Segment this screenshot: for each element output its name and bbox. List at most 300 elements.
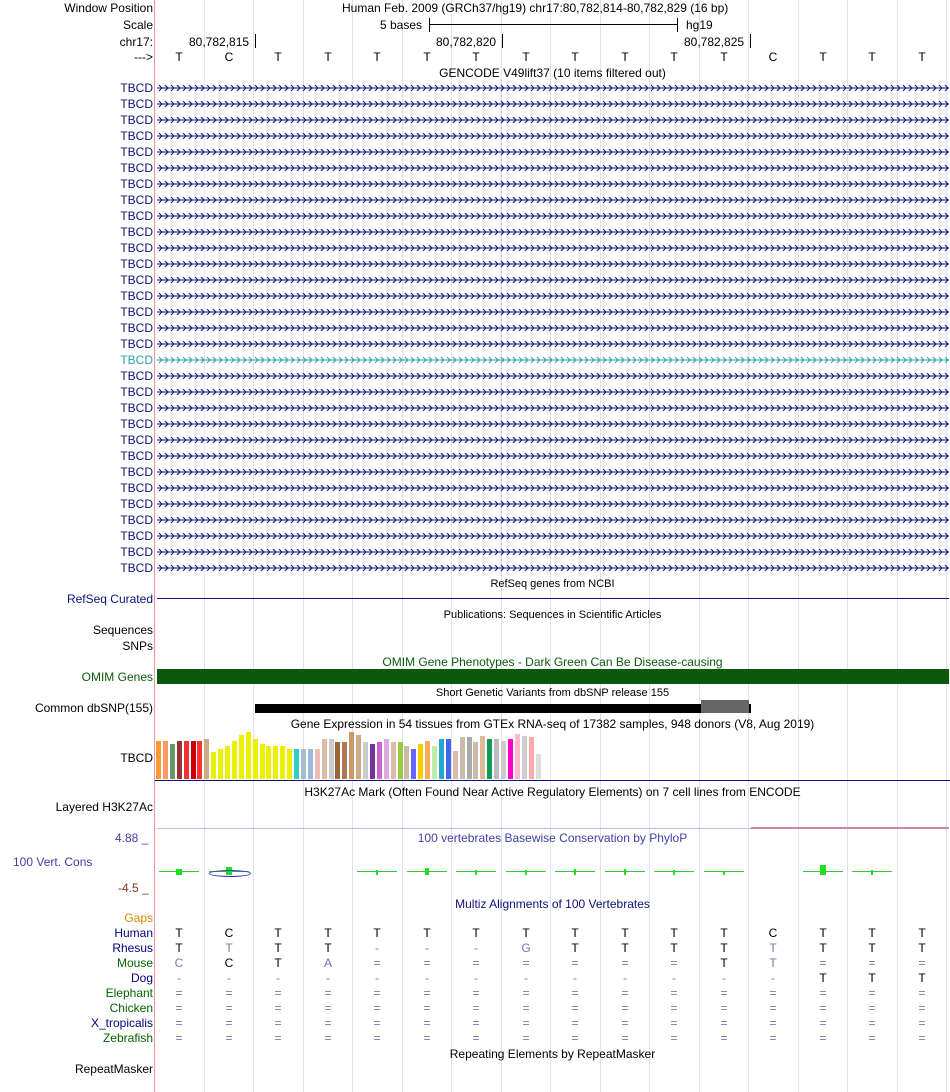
alignment-base: - [425, 941, 429, 955]
alignment-base: T [670, 941, 678, 955]
dbsnp-variant-bar[interactable] [255, 704, 751, 713]
gtex-bar[interactable] [425, 741, 430, 779]
gencode-transcript[interactable] [157, 227, 949, 237]
gtex-bar[interactable] [494, 739, 499, 779]
alignment-base: = [621, 1031, 629, 1045]
alignment-base: = [175, 1001, 183, 1015]
dna-base: T [274, 50, 282, 64]
alignment-base: = [274, 1001, 282, 1015]
alignment-base: = [918, 1016, 926, 1030]
alignment-base: = [819, 1001, 827, 1015]
gtex-bar[interactable] [536, 754, 541, 779]
gtex-bar[interactable] [266, 746, 271, 779]
dbsnp-variant-block[interactable] [701, 700, 749, 713]
gtex-bar[interactable] [404, 746, 409, 779]
gtex-bar[interactable] [301, 749, 306, 779]
alignment-base: = [274, 1016, 282, 1030]
alignment-base: = [720, 986, 728, 1000]
alignment-base: = [373, 986, 381, 1000]
alignment-base: T [720, 941, 728, 955]
alignment-base: = [670, 1001, 678, 1015]
alignment-base: T [324, 926, 332, 940]
gtex-bar[interactable] [432, 746, 437, 779]
alignment-base: = [522, 956, 530, 970]
gtex-bar[interactable] [515, 734, 520, 779]
alignment-base: = [175, 986, 183, 1000]
alignment-base: = [324, 1001, 332, 1015]
gencode-transcript[interactable] [157, 259, 949, 269]
coord-label-3: 80,782,825 [684, 35, 745, 49]
gtex-bar[interactable] [232, 741, 237, 779]
gtex-bar[interactable] [260, 744, 265, 779]
h3k27ac-track-label[interactable]: Layered H3K27Ac [55, 800, 153, 814]
alignment-base: = [819, 986, 827, 1000]
dna-base: T [918, 50, 926, 64]
alignment-base: = [918, 1031, 926, 1045]
gtex-bar[interactable] [453, 751, 458, 779]
alignment-base: = [670, 986, 678, 1000]
gencode-transcript[interactable] [157, 515, 949, 525]
phylop-track-title: 100 vertebrates Basewise Conservation by PhyloP [417, 831, 688, 845]
gtex-bar[interactable] [273, 746, 278, 779]
alignment-base: - [573, 971, 577, 985]
gencode-item-label[interactable]: TBCD [120, 97, 153, 111]
alignment-base: C [174, 956, 184, 970]
gtex-bar[interactable] [391, 742, 396, 779]
alignment-base: = [670, 1016, 678, 1030]
gtex-bar[interactable] [473, 742, 478, 779]
h3k27ac-track-title: H3K27Ac Mark (Often Found Near Active Regulatory Elements) on 7 cell lines from ENCODE [304, 785, 801, 799]
gtex-bar[interactable] [211, 752, 216, 779]
gencode-item-label[interactable]: TBCD [120, 289, 153, 303]
alignment-base: = [868, 986, 876, 1000]
repeatmasker-track-label[interactable]: RepeatMasker [74, 1062, 153, 1076]
gtex-bar[interactable] [522, 736, 527, 779]
gtex-bar[interactable] [335, 742, 340, 779]
gencode-item-label[interactable]: TBCD [120, 417, 153, 431]
dna-base: C [768, 50, 778, 64]
alignment-base: = [373, 1016, 381, 1030]
gencode-item-label[interactable]: TBCD [120, 497, 153, 511]
gtex-bar[interactable] [501, 741, 506, 779]
dna-base: T [571, 50, 579, 64]
gencode-item-label[interactable]: TBCD [120, 129, 153, 143]
gtex-bar[interactable] [170, 744, 175, 779]
publications-track-title: Publications: Sequences in Scientific Articles [443, 609, 662, 621]
phylop-score-mark [176, 869, 182, 875]
gtex-bar[interactable] [280, 746, 285, 779]
gencode-item-label[interactable]: TBCD [120, 433, 153, 447]
scale-bar-right-tick [677, 18, 678, 32]
alignment-base: = [472, 1016, 480, 1030]
gencode-transcript[interactable] [157, 563, 949, 573]
gencode-transcript[interactable] [157, 179, 949, 189]
alignment-base: - [177, 971, 181, 985]
gencode-transcript[interactable] [157, 163, 949, 173]
gencode-item-label[interactable]: TBCD [120, 513, 153, 527]
alignment-base: = [225, 986, 233, 1000]
dbsnp-track-title: Short Genetic Variants from dbSNP release 155 [435, 687, 670, 699]
alignment-base: T [423, 926, 431, 940]
alignment-base: = [423, 986, 431, 1000]
species-label[interactable]: Dog [130, 971, 153, 985]
gtex-bar[interactable] [308, 749, 313, 779]
phylop-score-mark [673, 870, 675, 875]
dna-base: T [621, 50, 629, 64]
alignment-base: = [571, 956, 579, 970]
alignment-base: T [769, 956, 777, 970]
alignment-base: T [571, 941, 579, 955]
gtex-bar[interactable] [287, 749, 292, 779]
gtex-bar[interactable] [204, 739, 209, 779]
gtex-bar[interactable] [439, 739, 444, 779]
gtex-bar[interactable] [370, 744, 375, 779]
species-label[interactable]: Rhesus [112, 941, 153, 955]
alignment-base: = [720, 1031, 728, 1045]
alignment-base: T [819, 926, 827, 940]
alignment-base: = [274, 1031, 282, 1045]
gencode-transcript[interactable] [157, 291, 949, 301]
gencode-item-label[interactable]: TBCD [120, 273, 153, 287]
gencode-item-label[interactable]: TBCD [120, 241, 153, 255]
alignment-base: = [769, 986, 777, 1000]
gtex-bar[interactable] [349, 732, 354, 779]
alignment-base: T [819, 971, 827, 985]
gencode-item-label[interactable]: TBCD [120, 465, 153, 479]
gtex-bar[interactable] [384, 739, 389, 779]
gencode-transcript[interactable] [157, 483, 949, 493]
gencode-transcript[interactable] [157, 243, 949, 253]
gtex-bar[interactable] [363, 742, 368, 779]
alignment-base: = [621, 956, 629, 970]
gencode-item-label[interactable]: TBCD [120, 561, 153, 575]
alignment-base: = [175, 1016, 183, 1030]
gencode-transcript[interactable] [157, 371, 949, 381]
gencode-transcript[interactable] [157, 211, 949, 221]
dbsnp-track-label[interactable]: Common dbSNP(155) [34, 701, 153, 715]
alignment-base: C [224, 956, 234, 970]
coord-label-2: 80,782,820 [436, 35, 497, 49]
alignment-base: = [621, 1001, 629, 1015]
alignment-base: - [672, 971, 676, 985]
alignment-base: = [670, 956, 678, 970]
gencode-transcript[interactable] [157, 403, 949, 413]
gtex-bar[interactable] [156, 741, 161, 779]
species-label[interactable]: Chicken [109, 1001, 153, 1015]
gencode-transcript[interactable] [157, 339, 949, 349]
alignment-base: - [623, 971, 627, 985]
alignment-base: T [720, 956, 728, 970]
alignment-base: T [274, 956, 282, 970]
gtex-bar[interactable] [411, 749, 416, 779]
alignment-base: = [621, 1016, 629, 1030]
alignment-base: = [472, 1031, 480, 1045]
gencode-item-label[interactable]: TBCD [120, 81, 153, 95]
alignment-base: = [225, 1031, 233, 1045]
alignment-base: = [522, 1001, 530, 1015]
gencode-transcript[interactable] [157, 531, 949, 541]
scale-text: 5 bases [380, 18, 423, 32]
gtex-bar[interactable] [356, 735, 361, 779]
scale-bar-left-tick [429, 18, 430, 32]
gtex-bar[interactable] [239, 735, 244, 779]
window-position-label[interactable]: Window Position [64, 1, 153, 15]
alignment-base: T [819, 941, 827, 955]
alignment-base: = [324, 986, 332, 1000]
alignment-base: = [819, 1031, 827, 1045]
alignment-base: = [918, 986, 926, 1000]
alignment-base: T [918, 926, 926, 940]
gencode-item-label[interactable]: TBCD [120, 385, 153, 399]
alignment-base: = [373, 1031, 381, 1045]
chrom-label[interactable]: chr17: [119, 35, 153, 49]
gencode-transcript[interactable] [157, 131, 949, 141]
alignment-base: T [522, 926, 530, 940]
alignment-base: = [720, 1016, 728, 1030]
alignment-base: - [474, 941, 478, 955]
gencode-transcript[interactable] [157, 451, 949, 461]
alignment-base: T [175, 941, 183, 955]
omim-gene-bar[interactable] [157, 669, 949, 684]
dna-base: T [423, 50, 431, 64]
alignment-base: = [819, 956, 827, 970]
species-label[interactable]: Human [114, 926, 153, 940]
alignment-base: T [175, 926, 183, 940]
species-label[interactable]: Mouse [116, 956, 153, 970]
coord-tick-2 [502, 34, 503, 48]
phylop-track-label[interactable]: 100 Vert. Cons [13, 855, 93, 869]
gtex-bar[interactable] [322, 739, 327, 779]
dna-base: T [670, 50, 678, 64]
gtex-bar[interactable] [246, 732, 251, 779]
alignment-base: = [571, 1001, 579, 1015]
gencode-item-label[interactable]: TBCD [120, 305, 153, 319]
gencode-transcript[interactable] [157, 195, 949, 205]
gtex-bar[interactable] [253, 739, 258, 779]
alignment-base: = [868, 1016, 876, 1030]
h3k27ac-baseline-left [157, 828, 751, 829]
alignment-base: T [373, 926, 381, 940]
gtex-bar[interactable] [508, 739, 513, 779]
species-label[interactable]: Elephant [105, 986, 153, 1000]
gencode-track-title: GENCODE V49lift37 (10 items filtered out) [439, 66, 666, 80]
h3k27ac-signal [751, 827, 949, 829]
gencode-transcript[interactable] [157, 547, 949, 557]
gencode-transcript[interactable] [157, 307, 949, 317]
alignment-base: T [274, 941, 282, 955]
repeatmasker-track-title: Repeating Elements by RepeatMasker [449, 1047, 656, 1061]
alignment-base: = [769, 1031, 777, 1045]
alignment-base: = [472, 1001, 480, 1015]
alignment-base: = [571, 986, 579, 1000]
alignment-base: = [918, 956, 926, 970]
gtex-bar[interactable] [487, 739, 492, 779]
alignment-base: T [621, 926, 629, 940]
gencode-transcript[interactable] [157, 147, 949, 157]
alignment-base: T [918, 971, 926, 985]
alignment-base: = [423, 1016, 431, 1030]
gtex-bar[interactable] [418, 744, 423, 779]
gtex-bar[interactable] [218, 749, 223, 779]
phylop-score-mark [574, 869, 576, 875]
phylop-negative-mark [209, 870, 251, 877]
assembly-position-text: Human Feb. 2009 (GRCh37/hg19) chr17:80,782,814-80,782,829 (16 bp) [342, 1, 729, 15]
alignment-base: = [423, 1001, 431, 1015]
alignment-base: = [571, 1031, 579, 1045]
gtex-bar[interactable] [446, 739, 451, 779]
alignment-base: = [175, 1031, 183, 1045]
alignment-base: = [720, 1001, 728, 1015]
dna-base: T [720, 50, 728, 64]
alignment-base: = [621, 986, 629, 1000]
gtex-bar[interactable] [329, 739, 334, 779]
multiz-track-title: Multiz Alignments of 100 Vertebrates [455, 897, 650, 911]
coord-label-1: 80,782,815 [189, 35, 250, 49]
gtex-bar[interactable] [197, 741, 202, 779]
gtex-bar[interactable] [467, 737, 472, 779]
gencode-item-label[interactable]: TBCD [120, 161, 153, 175]
alignment-base: - [771, 971, 775, 985]
gencode-transcript[interactable] [157, 435, 949, 445]
gencode-item-label[interactable]: TBCD [120, 321, 153, 335]
sequences-label[interactable]: Sequences [92, 623, 153, 637]
alignment-base: G [521, 941, 531, 955]
omim-track-label[interactable]: OMIM Genes [81, 670, 153, 684]
alignment-base: = [225, 1016, 233, 1030]
phylop-score-mark [425, 868, 429, 875]
alignment-base: = [769, 1001, 777, 1015]
phylop-score-mark [475, 870, 477, 875]
gencode-transcript[interactable] [157, 83, 949, 93]
refseq-gene-line[interactable] [157, 598, 949, 599]
gtex-track-label[interactable]: TBCD [120, 751, 153, 765]
gtex-bar[interactable] [191, 741, 196, 779]
alignment-base: = [373, 1001, 381, 1015]
gtex-bar[interactable] [480, 736, 485, 779]
alignment-base: T [868, 971, 876, 985]
alignment-base: = [670, 1031, 678, 1045]
alignment-base: = [472, 956, 480, 970]
gtex-bar[interactable] [342, 742, 347, 779]
gencode-item-label[interactable]: TBCD [120, 481, 153, 495]
gencode-item-label[interactable]: TBCD [120, 257, 153, 271]
gencode-transcript[interactable] [157, 355, 949, 365]
gtex-bar[interactable] [163, 741, 168, 779]
phylop-score-mark [723, 871, 725, 875]
gtex-bar[interactable] [315, 749, 320, 779]
gencode-item-label[interactable]: TBCD [120, 353, 153, 367]
gencode-item-label[interactable]: TBCD [120, 113, 153, 127]
gencode-item-label[interactable]: TBCD [120, 209, 153, 223]
phylop-score-mark [624, 869, 626, 875]
db-label: hg19 [686, 18, 713, 32]
gtex-bar[interactable] [377, 742, 382, 779]
snps-label[interactable]: SNPs [122, 639, 153, 653]
alignment-base: C [768, 926, 778, 940]
dna-base: T [175, 50, 183, 64]
gtex-bar[interactable] [460, 737, 465, 779]
alignment-base: = [423, 1031, 431, 1045]
alignment-base: T [225, 941, 233, 955]
dna-base: T [819, 50, 827, 64]
alignment-base: = [225, 1001, 233, 1015]
phylop-max-label: 4.88 _ [115, 831, 149, 845]
species-label[interactable]: X_tropicalis [90, 1016, 153, 1030]
gencode-transcript[interactable] [157, 419, 949, 429]
gtex-bar[interactable] [177, 741, 182, 779]
gencode-item-label[interactable]: TBCD [120, 545, 153, 559]
gencode-transcript[interactable] [157, 323, 949, 333]
alignment-base: = [274, 986, 282, 1000]
gencode-transcript[interactable] [157, 499, 949, 509]
gencode-item-label[interactable]: TBCD [120, 225, 153, 239]
label-separator [154, 0, 155, 1092]
alignment-base: = [868, 956, 876, 970]
alignment-base: T [571, 926, 579, 940]
gtex-bar[interactable] [398, 742, 403, 779]
gencode-item-label[interactable]: TBCD [120, 369, 153, 383]
alignment-base: - [276, 971, 280, 985]
alignment-base: T [472, 926, 480, 940]
alignment-base: = [423, 956, 431, 970]
alignment-base: = [522, 986, 530, 1000]
gtex-bar[interactable] [184, 741, 189, 779]
alignment-base: = [472, 986, 480, 1000]
gtex-track-title: Gene Expression in 54 tissues from GTEx RNA-seq of 17382 samples, 948 donors (V8, Aug 2019) [290, 717, 815, 731]
gencode-transcript[interactable] [157, 387, 949, 397]
alignment-base: - [524, 971, 528, 985]
alignment-base: T [621, 941, 629, 955]
alignment-base: T [918, 941, 926, 955]
gtex-bar[interactable] [529, 737, 534, 779]
gencode-item-label[interactable]: TBCD [120, 337, 153, 351]
alignment-base: = [819, 1016, 827, 1030]
alignment-base: = [769, 1016, 777, 1030]
alignment-base: T [868, 926, 876, 940]
gtex-gene-line [155, 780, 950, 781]
scale-label[interactable]: Scale [122, 18, 153, 32]
gencode-item-label[interactable]: TBCD [120, 193, 153, 207]
phylop-min-label: -4.5 _ [118, 881, 149, 895]
phylop-score-mark [376, 870, 378, 875]
dna-base: T [522, 50, 530, 64]
alignment-base: = [522, 1016, 530, 1030]
strand-label[interactable]: ---> [134, 50, 153, 64]
alignment-base: - [227, 971, 231, 985]
gencode-item-label[interactable]: TBCD [120, 529, 153, 543]
coord-tick-3 [750, 34, 751, 48]
alignment-base: - [722, 971, 726, 985]
alignment-base: = [324, 1031, 332, 1045]
alignment-base: - [326, 971, 330, 985]
gencode-item-label[interactable]: TBCD [120, 401, 153, 415]
dna-base: T [868, 50, 876, 64]
gencode-transcript[interactable] [157, 275, 949, 285]
phylop-score-mark [871, 870, 873, 875]
gencode-item-label[interactable]: TBCD [120, 177, 153, 191]
gencode-item-label[interactable]: TBCD [120, 449, 153, 463]
refseq-track-label[interactable]: RefSeq Curated [66, 592, 153, 606]
species-label[interactable]: Zebrafish [102, 1031, 153, 1045]
gencode-transcript[interactable] [157, 467, 949, 477]
gencode-transcript[interactable] [157, 115, 949, 125]
alignment-base: T [868, 941, 876, 955]
gencode-transcript[interactable] [157, 99, 949, 109]
gaps-label[interactable]: Gaps [124, 911, 153, 925]
gencode-item-label[interactable]: TBCD [120, 145, 153, 159]
gtex-bar[interactable] [225, 746, 230, 779]
gtex-bar[interactable] [294, 749, 299, 779]
